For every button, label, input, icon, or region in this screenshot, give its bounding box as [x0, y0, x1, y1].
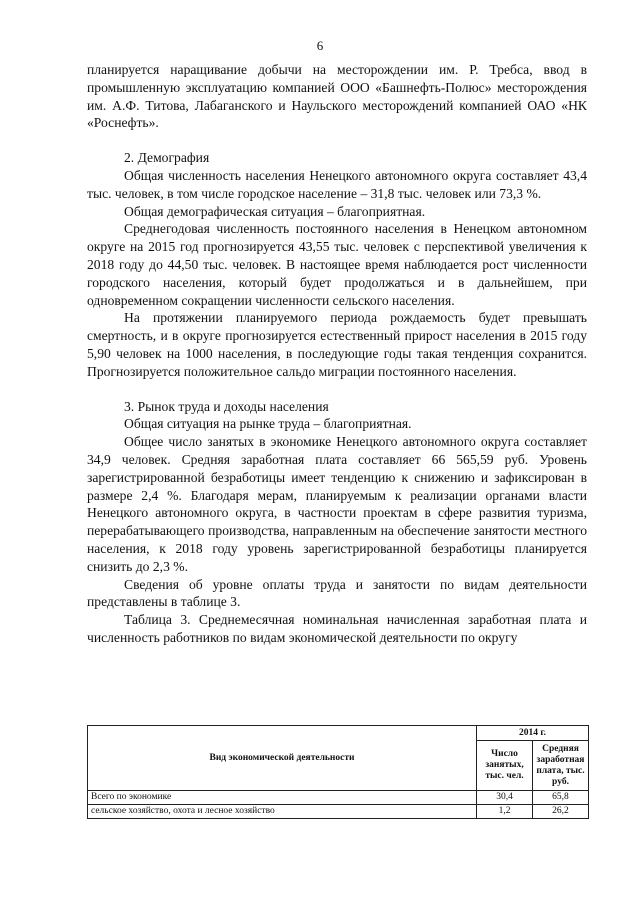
salary-cell: 65,8 — [532, 791, 588, 805]
table-row — [88, 805, 589, 819]
document-body — [87, 61, 587, 647]
paragraph-labor-situation: Общая ситуация на рынке труда – благоприятная. — [124, 416, 412, 432]
salary-cell: 26,2 — [532, 805, 588, 819]
section-heading-demography: 2. Демография — [124, 150, 210, 166]
paragraph-demographic-situation: Общая демографическая ситуация – благоприятная. — [124, 203, 426, 219]
salary-column-header: Средняя заработная плата, тыс. руб. — [532, 741, 588, 791]
employed-cell: 1,2 — [477, 805, 533, 819]
spacer — [87, 381, 587, 398]
paragraph-table-reference: Сведения об уровне оплаты труда и занятости по видам деятельности представлены в таблице 3. — [87, 576, 587, 610]
spacer — [87, 132, 587, 149]
activity-cell: сельское хозяйство, охота и лесное хозяйство — [88, 805, 477, 819]
activity-column-header: Вид экономической деятельности — [88, 726, 477, 791]
paragraph-employment: Общее число занятых в экономике Ненецкого автономного округа составляет 34,9 человек. Средняя заработная плата составляет 66 565,59 руб. Уровень зарегистрированной безработицы имеет тенденцию к снижению и зафиксирован в размере 2,4 %. Благодаря мерам, планируемым к реализации органами власти Ненецкого автономного округа, в частности проектам в сфере развития туризма, перерабатывающего производства, направленным на обеспечение занятости местного населения, к 2018 году уровень зарегистрированной безработицы планируется снизить до 2,3 %. — [87, 434, 587, 574]
paragraph-population-forecast: Среднегодовая численность постоянного населения в Ненецком автономном округе на 2015 год прогнозируется 43,55 тыс. человек с перспективой увеличения к 2018 году до 44,50 тыс. человек. В настоящее время наблюдается рост численности городского населения, который будет продолжаться и в дальнейшем, при одновременном сокращении численности сельского населения. — [87, 221, 587, 308]
table-caption: Таблица 3. Среднемесячная номинальная начисленная заработная плата и численность работников по видам экономической деятельности по округу — [87, 612, 587, 645]
employed-cell: 30,4 — [477, 791, 533, 805]
activity-cell: Всего по экономике — [88, 791, 477, 805]
salary-employment-table — [87, 725, 589, 819]
paragraph-birth-rate: На протяжении планируемого периода рождаемость будет превышать смертность, и в округе прогнозируется естественный прирост населения в 2015 году 5,90 человек на 1000 населения, в последующие годы такая тенденция сохранится. Прогнозируется положительное сальдо миграции постоянного населения. — [87, 310, 587, 379]
page-number: 6 — [316, 38, 324, 53]
section-heading-labor-market: 3. Рынок труда и доходы населения — [124, 398, 329, 414]
year-column-header: 2014 г. — [477, 726, 589, 741]
paragraph-population: Общая численность населения Ненецкого автономного округа составляет 43,4 тыс. человек, в том числе городское население – 31,8 тыс. человек или 73,3 %. — [87, 167, 587, 201]
paragraph-oil-fields: планируется наращивание добычи на месторождении им. Р. Требса, ввод в промышленную эксплуатацию компанией ООО «Башнефть-Полюс» месторождения им. А.Ф. Титова, Лабаганского и Наульского месторождений компанией ОАО «НК «Роснефть». — [87, 62, 587, 131]
employed-column-header: Число занятых, тыс. чел. — [477, 741, 533, 791]
table-row — [88, 791, 589, 805]
